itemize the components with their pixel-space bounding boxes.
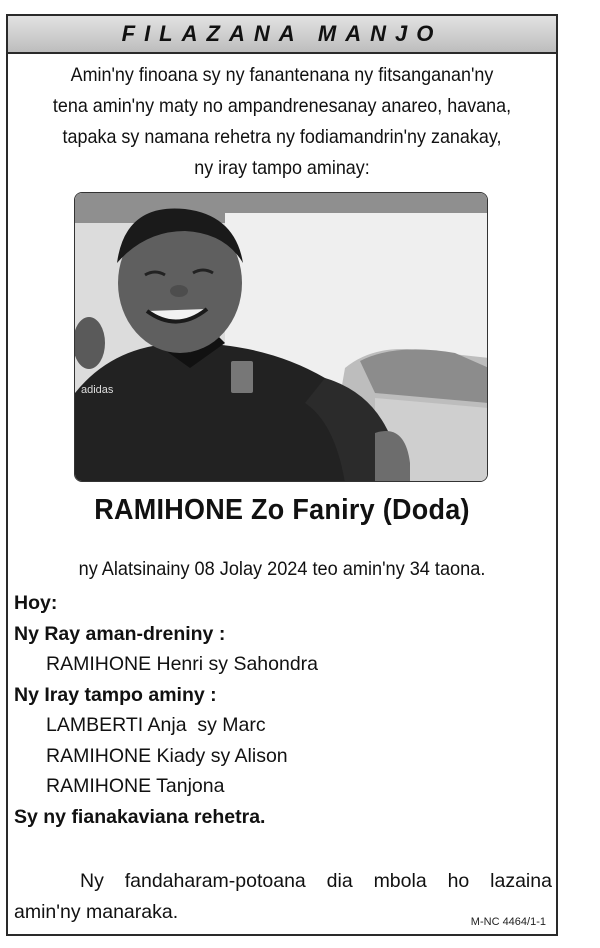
reference-code: M-NC 4464/1-1 <box>470 916 546 928</box>
deceased-name: RAMIHONE Zo Faniry (Doda) <box>94 494 470 526</box>
svg-text:adidas: adidas <box>81 384 114 396</box>
parents-names: RAMIHONE Henri sy Sahondra <box>46 653 319 675</box>
portrait-photo <box>74 192 488 482</box>
closing-word: Ny <box>80 870 104 892</box>
family-list <box>14 588 554 832</box>
all-family-line: Sy ny fianakaviana rehetra. <box>14 805 266 828</box>
sibling-item: LAMBERTI Anja sy Marc <box>46 714 266 736</box>
hoy-label: Hoy: <box>14 592 58 614</box>
intro-line: tena amin'ny maty no ampandrenesanay anareo, havana, <box>52 95 512 117</box>
intro-paragraph <box>30 60 534 184</box>
closing-word: fandaharam-potoana <box>124 870 306 892</box>
closing-word: ho <box>447 870 470 892</box>
closing-line-2: amin'ny manaraka. <box>14 901 179 923</box>
death-date-line: ny Alatsinainy 08 Jolay 2024 teo amin'ny 34 taona. <box>78 558 486 580</box>
closing-word: mbola <box>373 870 427 892</box>
closing-line-1 <box>14 866 552 897</box>
notice-frame <box>6 14 558 936</box>
intro-line: ny iray tampo aminay: <box>194 157 370 179</box>
intro-line: tapaka sy namana rehetra ny fodiamandrin'ny zanakay, <box>62 126 502 148</box>
sibling-item: RAMIHONE Kiady sy Alison <box>46 744 288 767</box>
intro-line: Amin'ny finoana sy ny fanantenana ny fitsanganan'ny <box>70 64 494 86</box>
closing-word: dia <box>326 870 353 892</box>
portrait-illustration <box>75 193 488 482</box>
notice-title: FILAZANA MANJO <box>121 21 443 46</box>
header-band <box>8 16 556 54</box>
siblings-heading: Ny Iray tampo aminy : <box>14 683 217 706</box>
parents-heading: Ny Ray aman-dreniny : <box>14 622 226 645</box>
closing-word: lazaina <box>490 870 552 892</box>
sibling-item: RAMIHONE Tanjona <box>46 775 225 797</box>
